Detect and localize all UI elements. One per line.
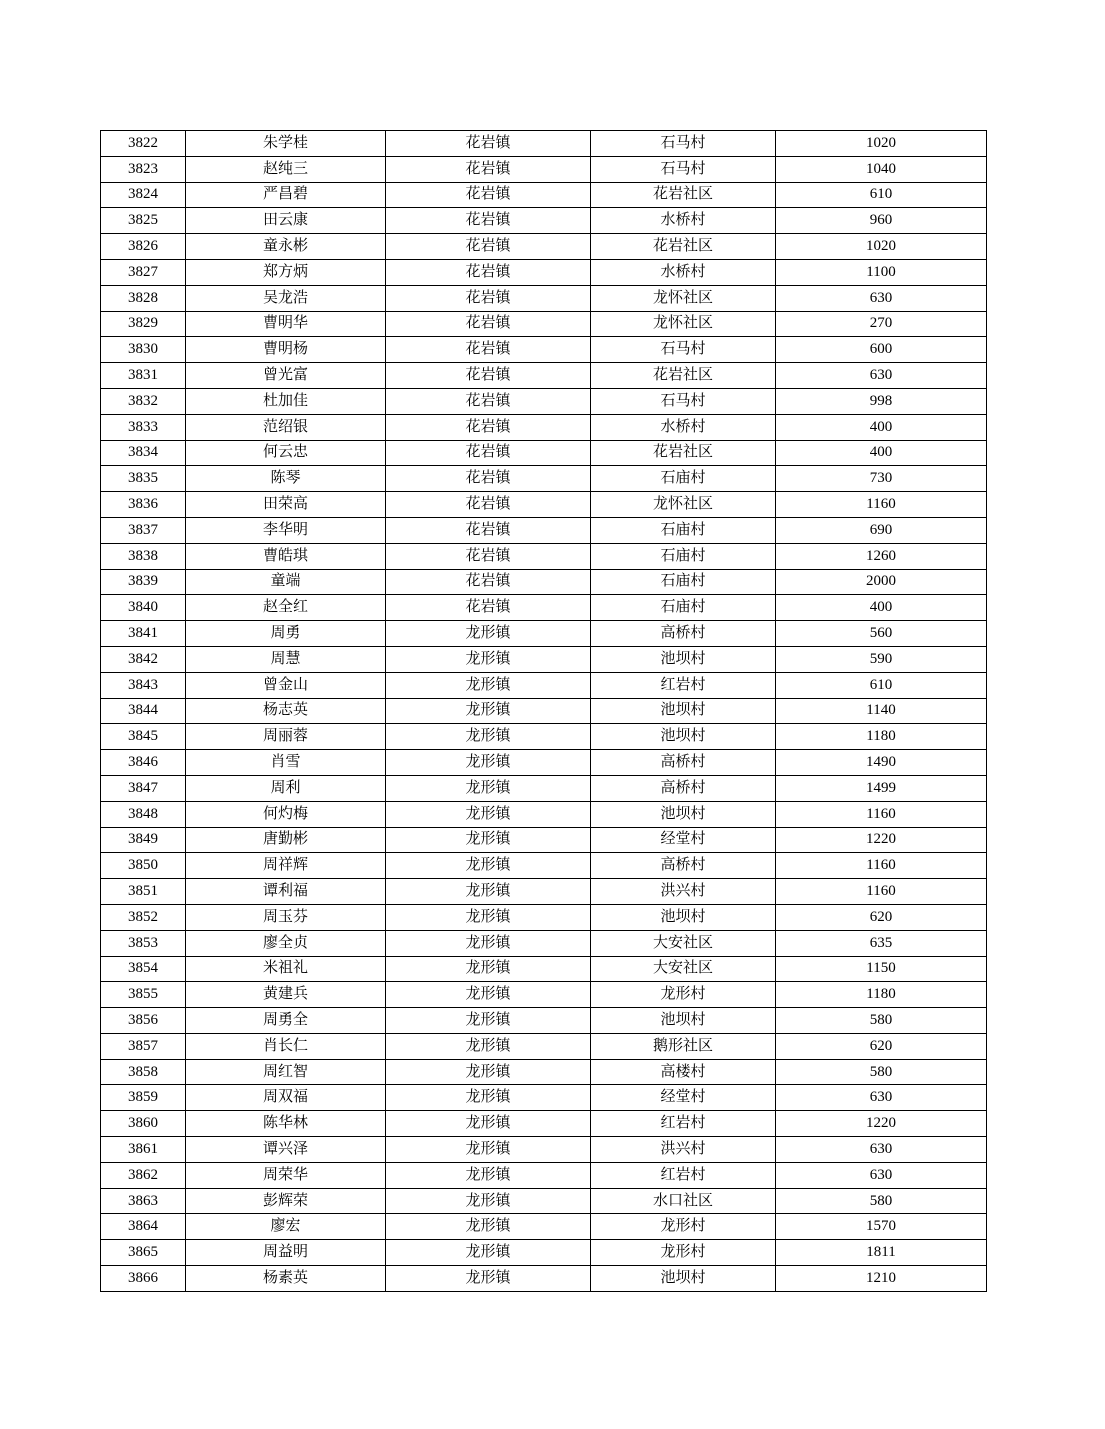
table-row	[101, 646, 987, 672]
cell-name: 吴龙浩	[186, 285, 386, 311]
cell-town: 龙形镇	[386, 775, 591, 801]
cell-amount: 630	[776, 1085, 987, 1111]
cell-amount: 1220	[776, 827, 987, 853]
cell-village: 石庙村	[591, 466, 776, 492]
cell-id: 3856	[101, 1008, 186, 1034]
cell-id: 3865	[101, 1240, 186, 1266]
cell-amount: 1100	[776, 259, 987, 285]
cell-id: 3845	[101, 724, 186, 750]
cell-village: 石庙村	[591, 569, 776, 595]
cell-name: 曾光富	[186, 363, 386, 389]
cell-village: 洪兴村	[591, 879, 776, 905]
cell-amount: 630	[776, 285, 987, 311]
cell-town: 龙形镇	[386, 1111, 591, 1137]
cell-id: 3833	[101, 414, 186, 440]
cell-name: 赵纯三	[186, 156, 386, 182]
cell-village: 高桥村	[591, 750, 776, 776]
cell-town: 龙形镇	[386, 1188, 591, 1214]
cell-id: 3838	[101, 543, 186, 569]
cell-name: 廖宏	[186, 1214, 386, 1240]
cell-village: 洪兴村	[591, 1137, 776, 1163]
cell-town: 花岩镇	[386, 414, 591, 440]
table-row	[101, 466, 987, 492]
cell-village: 大安社区	[591, 956, 776, 982]
table-row	[101, 904, 987, 930]
cell-town: 龙形镇	[386, 982, 591, 1008]
cell-id: 3849	[101, 827, 186, 853]
cell-name: 曹皓琪	[186, 543, 386, 569]
cell-village: 大安社区	[591, 930, 776, 956]
cell-id: 3831	[101, 363, 186, 389]
cell-amount: 580	[776, 1008, 987, 1034]
cell-name: 郑方炳	[186, 259, 386, 285]
cell-name: 周红智	[186, 1059, 386, 1085]
cell-id: 3846	[101, 750, 186, 776]
cell-town: 龙形镇	[386, 956, 591, 982]
cell-amount: 1160	[776, 853, 987, 879]
table-row	[101, 879, 987, 905]
table-row	[101, 208, 987, 234]
cell-town: 花岩镇	[386, 208, 591, 234]
cell-amount: 1040	[776, 156, 987, 182]
table-row	[101, 1266, 987, 1292]
cell-amount: 1140	[776, 698, 987, 724]
cell-name: 赵全红	[186, 595, 386, 621]
cell-name: 杨素英	[186, 1266, 386, 1292]
cell-village: 高楼村	[591, 1059, 776, 1085]
table-row	[101, 311, 987, 337]
cell-amount: 2000	[776, 569, 987, 595]
cell-town: 花岩镇	[386, 492, 591, 518]
cell-id: 3864	[101, 1214, 186, 1240]
table-row	[101, 827, 987, 853]
cell-name: 童端	[186, 569, 386, 595]
cell-name: 唐勤彬	[186, 827, 386, 853]
cell-id: 3851	[101, 879, 186, 905]
cell-amount: 1499	[776, 775, 987, 801]
table-row	[101, 1033, 987, 1059]
cell-village: 龙怀社区	[591, 285, 776, 311]
table-row	[101, 1162, 987, 1188]
cell-village: 石庙村	[591, 595, 776, 621]
table-row	[101, 930, 987, 956]
cell-name: 何灼梅	[186, 801, 386, 827]
cell-amount: 1490	[776, 750, 987, 776]
cell-name: 童永彬	[186, 234, 386, 260]
table-row	[101, 621, 987, 647]
cell-town: 龙形镇	[386, 750, 591, 776]
cell-id: 3863	[101, 1188, 186, 1214]
cell-village: 水桥村	[591, 208, 776, 234]
cell-town: 花岩镇	[386, 517, 591, 543]
cell-amount: 1210	[776, 1266, 987, 1292]
cell-name: 杜加佳	[186, 388, 386, 414]
cell-id: 3822	[101, 131, 186, 157]
cell-amount: 630	[776, 1137, 987, 1163]
cell-amount: 600	[776, 337, 987, 363]
cell-id: 3853	[101, 930, 186, 956]
cell-town: 龙形镇	[386, 904, 591, 930]
cell-amount: 630	[776, 363, 987, 389]
table-row	[101, 1085, 987, 1111]
cell-village: 鹅形社区	[591, 1033, 776, 1059]
cell-name: 周玉芬	[186, 904, 386, 930]
cell-village: 石马村	[591, 388, 776, 414]
cell-id: 3857	[101, 1033, 186, 1059]
cell-name: 周祥辉	[186, 853, 386, 879]
cell-town: 龙形镇	[386, 724, 591, 750]
cell-town: 龙形镇	[386, 1137, 591, 1163]
roster-table-body	[101, 131, 987, 1292]
cell-village: 池坝村	[591, 1008, 776, 1034]
cell-amount: 580	[776, 1188, 987, 1214]
cell-town: 花岩镇	[386, 131, 591, 157]
cell-village: 高桥村	[591, 621, 776, 647]
cell-village: 花岩社区	[591, 363, 776, 389]
table-row	[101, 388, 987, 414]
cell-amount: 1020	[776, 234, 987, 260]
table-row	[101, 801, 987, 827]
table-row	[101, 956, 987, 982]
cell-id: 3832	[101, 388, 186, 414]
cell-amount: 560	[776, 621, 987, 647]
cell-name: 陈琴	[186, 466, 386, 492]
cell-id: 3844	[101, 698, 186, 724]
cell-name: 曾金山	[186, 672, 386, 698]
cell-id: 3850	[101, 853, 186, 879]
cell-amount: 1020	[776, 131, 987, 157]
table-row	[101, 234, 987, 260]
cell-id: 3834	[101, 440, 186, 466]
cell-town: 龙形镇	[386, 1085, 591, 1111]
cell-amount: 690	[776, 517, 987, 543]
cell-id: 3847	[101, 775, 186, 801]
table-row	[101, 517, 987, 543]
cell-village: 红岩村	[591, 672, 776, 698]
cell-name: 周勇	[186, 621, 386, 647]
cell-town: 龙形镇	[386, 646, 591, 672]
table-row	[101, 414, 987, 440]
table-row	[101, 750, 987, 776]
cell-name: 李华明	[186, 517, 386, 543]
table-row	[101, 982, 987, 1008]
cell-village: 石马村	[591, 337, 776, 363]
table-row	[101, 156, 987, 182]
table-row	[101, 285, 987, 311]
cell-village: 水口社区	[591, 1188, 776, 1214]
table-row	[101, 1214, 987, 1240]
cell-village: 红岩村	[591, 1111, 776, 1137]
cell-town: 花岩镇	[386, 440, 591, 466]
cell-village: 花岩社区	[591, 234, 776, 260]
cell-village: 池坝村	[591, 1266, 776, 1292]
cell-village: 石庙村	[591, 543, 776, 569]
table-row	[101, 182, 987, 208]
cell-village: 高桥村	[591, 853, 776, 879]
cell-id: 3854	[101, 956, 186, 982]
cell-id: 3827	[101, 259, 186, 285]
cell-town: 花岩镇	[386, 285, 591, 311]
cell-id: 3826	[101, 234, 186, 260]
cell-name: 周益明	[186, 1240, 386, 1266]
cell-amount: 590	[776, 646, 987, 672]
cell-id: 3862	[101, 1162, 186, 1188]
cell-name: 廖全贞	[186, 930, 386, 956]
cell-village: 池坝村	[591, 698, 776, 724]
cell-id: 3855	[101, 982, 186, 1008]
cell-name: 谭兴泽	[186, 1137, 386, 1163]
cell-name: 严昌碧	[186, 182, 386, 208]
table-row	[101, 1111, 987, 1137]
table-row	[101, 1059, 987, 1085]
cell-id: 3848	[101, 801, 186, 827]
cell-town: 龙形镇	[386, 853, 591, 879]
cell-id: 3859	[101, 1085, 186, 1111]
table-row	[101, 492, 987, 518]
table-row	[101, 698, 987, 724]
cell-name: 杨志英	[186, 698, 386, 724]
cell-village: 花岩社区	[591, 440, 776, 466]
cell-town: 花岩镇	[386, 388, 591, 414]
cell-name: 彭辉荣	[186, 1188, 386, 1214]
cell-id: 3837	[101, 517, 186, 543]
cell-name: 朱学桂	[186, 131, 386, 157]
cell-village: 龙怀社区	[591, 311, 776, 337]
cell-id: 3830	[101, 337, 186, 363]
cell-name: 周丽蓉	[186, 724, 386, 750]
cell-id: 3836	[101, 492, 186, 518]
table-row	[101, 724, 987, 750]
cell-id: 3858	[101, 1059, 186, 1085]
table-row	[101, 543, 987, 569]
cell-amount: 630	[776, 1162, 987, 1188]
cell-amount: 620	[776, 1033, 987, 1059]
cell-town: 龙形镇	[386, 698, 591, 724]
cell-amount: 1150	[776, 956, 987, 982]
cell-name: 田荣高	[186, 492, 386, 518]
cell-name: 米祖礼	[186, 956, 386, 982]
cell-id: 3828	[101, 285, 186, 311]
cell-amount: 400	[776, 440, 987, 466]
cell-town: 龙形镇	[386, 1033, 591, 1059]
cell-village: 水桥村	[591, 259, 776, 285]
table-row	[101, 672, 987, 698]
cell-id: 3840	[101, 595, 186, 621]
table-row	[101, 337, 987, 363]
cell-town: 花岩镇	[386, 543, 591, 569]
cell-name: 黄建兵	[186, 982, 386, 1008]
cell-village: 池坝村	[591, 646, 776, 672]
cell-town: 龙形镇	[386, 1214, 591, 1240]
cell-town: 龙形镇	[386, 930, 591, 956]
table-row	[101, 131, 987, 157]
cell-amount: 1220	[776, 1111, 987, 1137]
cell-name: 周双福	[186, 1085, 386, 1111]
cell-id: 3842	[101, 646, 186, 672]
cell-name: 谭利福	[186, 879, 386, 905]
cell-village: 水桥村	[591, 414, 776, 440]
table-row	[101, 1008, 987, 1034]
cell-id: 3829	[101, 311, 186, 337]
cell-id: 3866	[101, 1266, 186, 1292]
cell-town: 龙形镇	[386, 621, 591, 647]
cell-amount: 960	[776, 208, 987, 234]
cell-name: 周慧	[186, 646, 386, 672]
table-row	[101, 1240, 987, 1266]
cell-town: 龙形镇	[386, 1162, 591, 1188]
cell-amount: 620	[776, 904, 987, 930]
cell-village: 经堂村	[591, 827, 776, 853]
cell-name: 曹明杨	[186, 337, 386, 363]
cell-name: 肖长仁	[186, 1033, 386, 1059]
table-row	[101, 363, 987, 389]
cell-town: 龙形镇	[386, 801, 591, 827]
table-row	[101, 440, 987, 466]
cell-amount: 1160	[776, 492, 987, 518]
cell-town: 花岩镇	[386, 595, 591, 621]
cell-village: 龙怀社区	[591, 492, 776, 518]
cell-town: 花岩镇	[386, 569, 591, 595]
cell-id: 3824	[101, 182, 186, 208]
cell-id: 3841	[101, 621, 186, 647]
cell-town: 花岩镇	[386, 311, 591, 337]
cell-village: 龙形村	[591, 982, 776, 1008]
cell-name: 范绍银	[186, 414, 386, 440]
cell-town: 花岩镇	[386, 182, 591, 208]
cell-village: 花岩社区	[591, 182, 776, 208]
table-row	[101, 1188, 987, 1214]
cell-amount: 610	[776, 672, 987, 698]
cell-village: 龙形村	[591, 1240, 776, 1266]
cell-town: 龙形镇	[386, 672, 591, 698]
cell-village: 池坝村	[591, 724, 776, 750]
cell-name: 曹明华	[186, 311, 386, 337]
cell-amount: 1260	[776, 543, 987, 569]
cell-amount: 730	[776, 466, 987, 492]
cell-town: 花岩镇	[386, 156, 591, 182]
cell-id: 3843	[101, 672, 186, 698]
cell-id: 3860	[101, 1111, 186, 1137]
cell-town: 龙形镇	[386, 1008, 591, 1034]
cell-town: 花岩镇	[386, 259, 591, 285]
cell-town: 龙形镇	[386, 1266, 591, 1292]
cell-id: 3823	[101, 156, 186, 182]
cell-id: 3839	[101, 569, 186, 595]
cell-village: 高桥村	[591, 775, 776, 801]
table-row	[101, 853, 987, 879]
table-row	[101, 569, 987, 595]
cell-amount: 998	[776, 388, 987, 414]
cell-village: 龙形村	[591, 1214, 776, 1240]
cell-town: 龙形镇	[386, 827, 591, 853]
cell-amount: 1160	[776, 801, 987, 827]
cell-village: 石马村	[591, 131, 776, 157]
table-row	[101, 259, 987, 285]
cell-id: 3861	[101, 1137, 186, 1163]
cell-name: 田云康	[186, 208, 386, 234]
cell-name: 周利	[186, 775, 386, 801]
cell-amount: 1160	[776, 879, 987, 905]
cell-name: 陈华林	[186, 1111, 386, 1137]
cell-village: 池坝村	[591, 904, 776, 930]
cell-name: 肖雪	[186, 750, 386, 776]
cell-amount: 1180	[776, 982, 987, 1008]
cell-name: 何云忠	[186, 440, 386, 466]
cell-town: 花岩镇	[386, 466, 591, 492]
roster-table	[100, 130, 987, 1292]
table-row	[101, 595, 987, 621]
cell-town: 花岩镇	[386, 234, 591, 260]
cell-amount: 400	[776, 595, 987, 621]
cell-village: 石庙村	[591, 517, 776, 543]
cell-amount: 610	[776, 182, 987, 208]
cell-amount: 400	[776, 414, 987, 440]
cell-village: 池坝村	[591, 801, 776, 827]
cell-name: 周荣华	[186, 1162, 386, 1188]
table-row	[101, 1137, 987, 1163]
cell-amount: 580	[776, 1059, 987, 1085]
cell-village: 红岩村	[591, 1162, 776, 1188]
cell-id: 3825	[101, 208, 186, 234]
cell-town: 龙形镇	[386, 879, 591, 905]
table-row	[101, 775, 987, 801]
cell-amount: 270	[776, 311, 987, 337]
cell-amount: 1570	[776, 1214, 987, 1240]
cell-town: 花岩镇	[386, 337, 591, 363]
cell-name: 周勇全	[186, 1008, 386, 1034]
cell-amount: 635	[776, 930, 987, 956]
cell-town: 花岩镇	[386, 363, 591, 389]
cell-amount: 1180	[776, 724, 987, 750]
cell-village: 石马村	[591, 156, 776, 182]
cell-town: 龙形镇	[386, 1059, 591, 1085]
cell-id: 3835	[101, 466, 186, 492]
cell-id: 3852	[101, 904, 186, 930]
cell-town: 龙形镇	[386, 1240, 591, 1266]
cell-amount: 1811	[776, 1240, 987, 1266]
cell-village: 经堂村	[591, 1085, 776, 1111]
